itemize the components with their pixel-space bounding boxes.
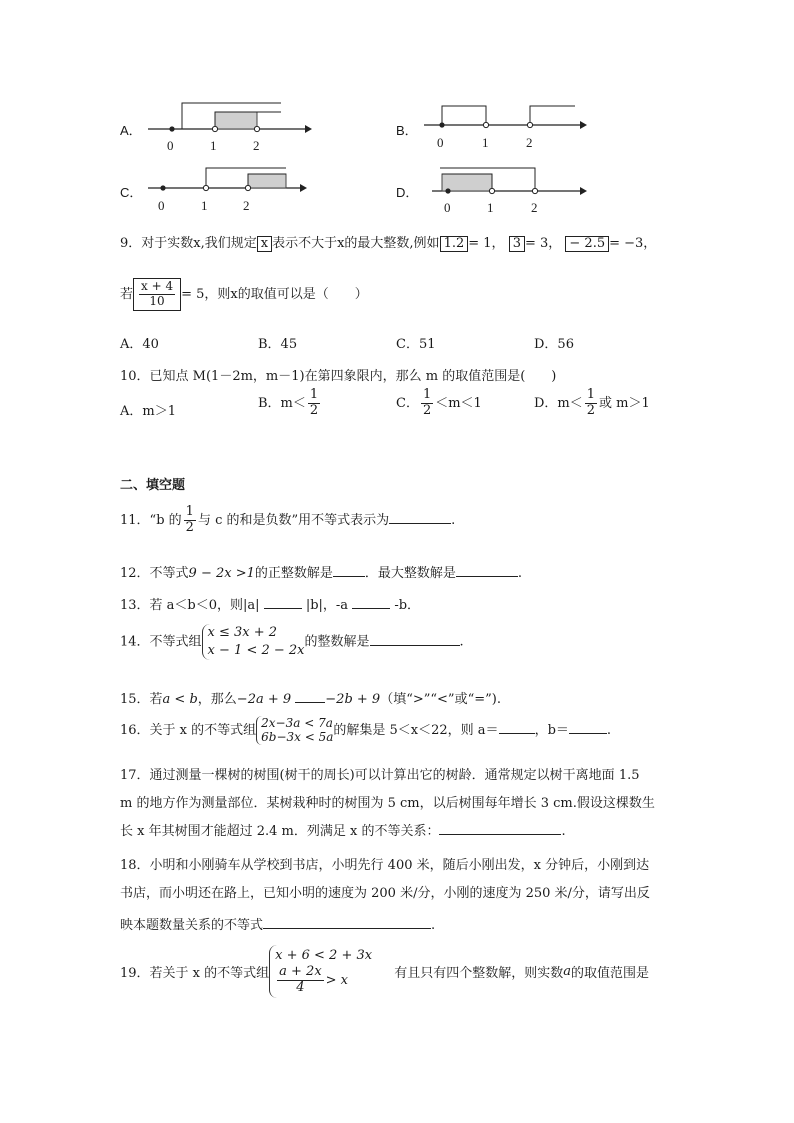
- q17-line3: 长 x 年其树围才能超过 2.4 m．列满足 x 的不等关系： .: [120, 820, 566, 839]
- q10-option-b[interactable]: B．m＜ $\frac{1}{2}$: [258, 387, 319, 418]
- answer-blank[interactable]: [263, 915, 431, 929]
- point-open: [245, 185, 250, 190]
- q10-option-a[interactable]: A．m＞1: [120, 404, 176, 419]
- q9-option-d[interactable]: D．56: [534, 337, 574, 352]
- q9-floor-fraction: $\frac{x + 4}{10}$: [133, 278, 181, 311]
- ray-right: [530, 106, 575, 125]
- q14: 14．不等式组 x ≤ 3x + 2 x − 1 < 2 − 2x 的整数解是 .: [120, 624, 464, 660]
- q8-option-b-numberline: [420, 96, 600, 156]
- axis-arrow: [580, 121, 587, 129]
- answer-blank[interactable]: [439, 821, 561, 835]
- answer-blank[interactable]: [569, 720, 607, 734]
- q19: 19．若关于 x 的不等式组 x + 6 < 2 + 3x $\frac{a + 2x}{4}$ > x 有且只有四个整数解，则实数a的取值范围是: [120, 945, 649, 998]
- tick-label: 0: [167, 138, 174, 153]
- inequality-system: x + 6 < 2 + 3x $\frac{a + 2x}{4}$ > x: [269, 945, 372, 998]
- q8-option-d-label: D．: [396, 185, 419, 200]
- shaded-region: [442, 174, 492, 191]
- answer-blank[interactable]: [352, 595, 390, 609]
- q18-line3: 映本题数量关系的不等式 .: [120, 914, 435, 933]
- q10-option-d[interactable]: D．m＜ $\frac{1}{2}$ 或 m＞1: [534, 387, 650, 418]
- q10-option-c[interactable]: C． $\frac{1}{2}$ ＜m＜1: [396, 387, 482, 418]
- tick-label: 1: [482, 135, 489, 150]
- q9-option-b[interactable]: B．45: [258, 337, 298, 352]
- tick-label: 0: [444, 200, 451, 215]
- tick-label: 0: [437, 135, 444, 150]
- q9-floor-ex1: 1.2: [440, 236, 469, 252]
- point-solid: [160, 185, 165, 190]
- q16: 16．关于 x 的不等式组 2x−3a < 7a 6b−3x < 5a 的解集是 5＜x＜22，则 a＝ ，b＝ .: [120, 716, 612, 745]
- q9-floor-ex3: − 2.5: [565, 236, 609, 252]
- tick-label: 0: [158, 198, 165, 213]
- inequality-system: 2x−3a < 7a 6b−3x < 5a: [256, 716, 333, 745]
- q8-option-c-numberline: [140, 160, 320, 216]
- point-solid: [169, 126, 174, 131]
- q10-stem: 10．已知点 M(1－2m，m－1)在第四象限内，那么 m 的取值范围是( ): [120, 369, 557, 384]
- tick-label: 1: [487, 200, 494, 215]
- section-title: 二、填空题: [120, 478, 186, 493]
- answer-blank[interactable]: [456, 563, 518, 577]
- answer-blank[interactable]: [295, 689, 325, 703]
- q9-text: 9．对于实数x,我们规定: [120, 236, 257, 251]
- q17-line2: m 的地方作为测量部位．某树栽种时的树围为 5 cm，以后树围每年增长 3 cm.假设这棵数生: [120, 796, 655, 811]
- tick-label: 2: [526, 135, 533, 150]
- q8-option-a-label: A．: [120, 123, 142, 138]
- tick-label: 2: [531, 200, 538, 215]
- q9-line2: 若 $\frac{x + 4}{10}$ = 5，则x的取值可以是（ ）: [120, 278, 368, 311]
- answer-blank[interactable]: [499, 720, 535, 734]
- q11: 11．“b 的 $\frac{1}{2}$ 与 c 的和是负数”用不等式表示为 .: [120, 504, 456, 535]
- q9-option-c[interactable]: C．51: [396, 337, 436, 352]
- q8-option-a-numberline: [140, 96, 320, 156]
- axis-arrow: [305, 125, 312, 133]
- point-open: [527, 122, 532, 127]
- point-open: [254, 126, 259, 131]
- inequality-system: x ≤ 3x + 2 x − 1 < 2 − 2x: [202, 624, 305, 660]
- tick-label: 1: [201, 198, 208, 213]
- tick-label: 1: [210, 138, 217, 153]
- tick-label: 2: [243, 198, 250, 213]
- point-open: [203, 185, 208, 190]
- q9-line1: 9．对于实数x,我们规定 x 表示不大于x的最大整数,例如 1.2 = 1， 3 = 3， − 2.5 = −3，: [120, 236, 657, 251]
- q9-text: 表示不大于x的最大整数,例如: [272, 236, 440, 251]
- tick-label: 2: [253, 138, 260, 153]
- q8-option-d-numberline: [420, 160, 600, 218]
- point-solid: [439, 122, 444, 127]
- q12: 12．不等式9 − 2x >1的正整数解是 ．最大整数解是 .: [120, 562, 522, 581]
- shaded-region: [248, 174, 286, 188]
- point-open: [532, 188, 537, 193]
- answer-blank[interactable]: [370, 632, 460, 646]
- q15: 15．若a < b，那么−2a + 9 −2b + 9（填“>”“<”或“=”).: [120, 688, 501, 707]
- point-open: [489, 188, 494, 193]
- axis-arrow: [580, 187, 587, 195]
- answer-blank[interactable]: [264, 595, 302, 609]
- q8-option-c-label: C．: [120, 185, 143, 200]
- q9-option-a[interactable]: A．40: [120, 337, 159, 352]
- shaded-region: [215, 112, 257, 129]
- q8-option-b-label: B．: [396, 123, 418, 138]
- point-open: [483, 122, 488, 127]
- q13: 13．若 a＜b＜0，则|a| |b|，-a -b．: [120, 594, 420, 613]
- point-solid: [445, 188, 450, 193]
- answer-blank[interactable]: [389, 510, 451, 524]
- q9-floor-ex2: 3: [509, 236, 525, 252]
- q18-line2: 书店，而小明还在路上，已知小明的速度为 200 米/分，小刚的速度为 250 米/分，请写出反: [120, 886, 650, 901]
- point-open: [212, 126, 217, 131]
- answer-blank[interactable]: [333, 563, 365, 577]
- q9-floor-x: x: [257, 236, 272, 252]
- ray-left: [442, 106, 486, 125]
- axis-arrow: [300, 184, 307, 192]
- q18-line1: 18．小明和小刚骑车从学校到书店，小明先行 400 米，随后小刚出发，x 分钟后，小刚到达: [120, 858, 650, 873]
- q17-line1: 17．通过测量一棵树的树围(树干的周长)可以计算出它的树龄．通常规定以树干离地面 1.5: [120, 768, 640, 783]
